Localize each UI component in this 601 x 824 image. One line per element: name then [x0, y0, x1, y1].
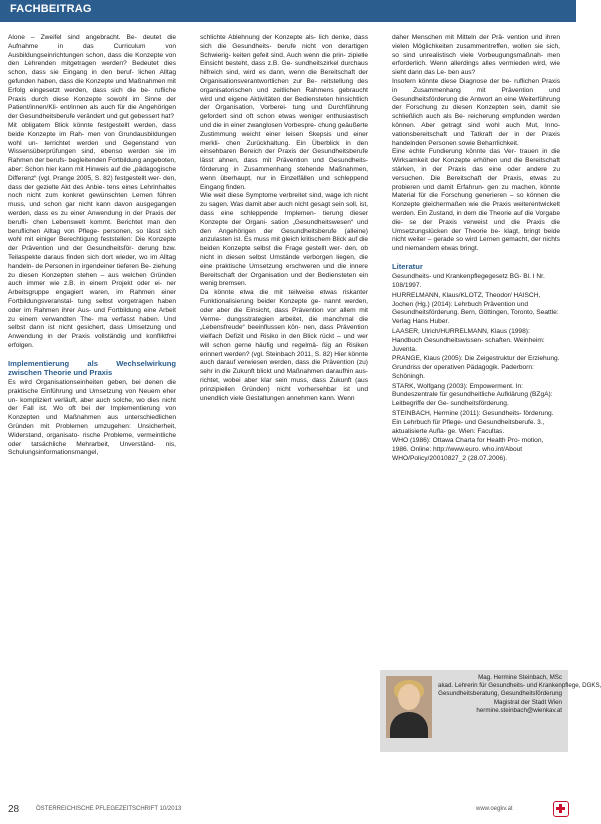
literature-item: PRANGE, Klaus (2005): Die Zeigestruktur der Erziehung. Grundriss der operativen Pädagogik. Paderborn: Schöningh.	[392, 355, 560, 380]
text-column-2	[200, 34, 368, 806]
literature-heading: Literatur	[392, 261, 423, 271]
literature-item: Gesundheits- und Krankenpflegegesetz BG- Bl. I Nr. 108/1997.	[392, 273, 545, 289]
journal-name: ÖSTERREICHISCHE PFLEGEZEITSCHRIFT 10/2013	[36, 806, 182, 812]
paragraph: Eine echte Fundierung könnte das Ver- trauen in die Wirksamkeit der Konzepte erhöhen und die Bereitschaft stärken, in der Praxis das eine oder andere zu versuchen. Die Bereitschaft der Praxis, etwas zu probieren und damit Erfahrun- gen zu machen, könnte Material für die Forschung generieren – so können die Konzepte gleichermaßen wie die Praxis weiterentwickelt werden. Ein Zustand, in dem die Theorie auf die Vorgabe die- se der Praxis verweist und die Praxis die Umsetzungslücken der Theorie be- klagt, bringt beide nicht weiter – gerade so wird Lernen gemacht, der nichts und niemandem etwas bringt.	[392, 148, 560, 253]
section-header-bar	[0, 0, 576, 22]
paragraph: Wie weit diese Symptome verbreitet sind, wage ich nicht zu sagen. Was damit aber auch nicht gesagt sein soll, ist, dass eine schleppende Implemen- tierung dieser Konzepte der Organi- sation „Gesundheitswesen“ und den Angehörigen der Gesundheitsberufe (alleine) anzulasten ist. Es muss mit gleich kritischem Blick auf die beiden Konzepte selbst die Frage gestellt wer- den, ob nicht in diesen selbst Umstände verborgen liegen, die eine praktische Umsetzung erschweren und die innere Bereitschaft der Organisation und der Bediensteten ein wenig bremsen.	[200, 192, 368, 288]
paragraph: Es wird Organisationseinheiten geben, bei denen die praktische Einführung und Umsetzung von Neuem eher un- kompliziert verläuft, aber auch solche, wo dies nicht der Fall ist. Wo oft bei der Implementierung von Konzepten und Maßnahmen aus unterschiedlichen Gründen mit Problemen umzugehen: Unsicherheit, Widerstand, organisato- rische Probleme, vermeintliche oder tatsächliche Mehrarbeit, Unverständ- nis, Schulungsinformationsmangel,	[8, 379, 176, 457]
section-label: FACHBEITRAG	[10, 3, 92, 15]
paragraph: Mit obligatem Blick könnte festgestellt werden, dass beide Konzepte im Rah- men von Grundausbildungen wohl un- terrichtet werden und Gegenstand von Wissensüberprüfungen sind, ebenso werden sie im Rahmen der berufs- begleitenden Fortbildung angeboten, aber: Schon hier kann mit Hinweis auf die „pädagogische Differenz“ (vgl. Prange 2005, S. 82) festgestellt wer- den, dass der gezielte Akt des Anbie- tens eines Lehrinhaltes noch nicht zum konkret gewünschten Lernen führen muss, und schon gar nicht kann davon ausgegangen werden, dass es zu einer Anwendung in der Praxis der berufli- chen Lebenswelt kommt. Berichtet man den beruflichen Alltag von Pflege- personen, so lässt sich wohl mit einiger Berechtigung feststellen: Die Konzepte der Prävention und der Gesundheitsför- derung bzw. Teilaspekte daraus finden sich dort wieder, wo im Alltag handeln- de Personen in irgendeiner tieferen Be- ziehung zu diesen Konzepten stehen – aus welchen Gründen auch immer wie z.B. in einem Projekt oder ei- ner Arbeitsgruppe engagiert waren, im Rahmen einer Fortbildungsveranstal- tung selbst vorgetragen haben oder im Rahmen ihrer Aus- und Fortbildung eine Arbeit zu einem verwandten The- ma verfasst haben. Und selbst dann ist nicht gesichert, dass Umsetzung und Anwendung in der Praxis vollständig und konfliktfrei erfolgen.	[8, 121, 176, 349]
website-link[interactable]: www.oegkv.at	[476, 806, 513, 812]
author-photo	[386, 676, 432, 738]
literature-item: WHO (1986): Ottawa Charta for Health Pro- motion, 1986. Online: http://www.euro. who.int/About WHO/Policy/20010827_2 (28.07.2006).	[392, 437, 544, 463]
page-footer	[0, 796, 576, 824]
page-number: 28	[8, 804, 20, 815]
author-role: Gesundheitsberatung, Gesundheitsförderung	[438, 690, 562, 698]
text-column-1	[8, 34, 176, 806]
paragraph: schlichte Ablehnung der Konzepte als- lich denke, dass sich die Gesundheits- berufe nicht von derartigen Schwierig- keiten gefeit sind. Auch wenn die prin- zipielle Einsicht besteht, dass z.B. Ge- sundheitszirkel durchaus hilfreich sind, wird es dann, wenn die Bereitschaft der Organisationsverantwortlichen zur Be- reitstellung des organisatorischen und zeitlichen Rahmens gebraucht wird und eigene Aktivitäten der Bediensteten hinsichtlich der Organisation, Vorberei- tung und Durchführung gefordert sind oft schon etwas weniger enthusiastisch und die in einer zwanglosen Vorbespre- chung geäußerte Zustimmung weicht einer leisen Skepsis und einer merkli- chen Zurückhaltung. Ein Überblick in den einsehbaren Bereich der Praxis der Gesundheitsberufe lässt ahnen, dass mit Prävention und Gesundheits- förderung in Zusammenhang stehende Maßnahmen, wenn überhaupt, nur in Einzelfällen und schleppend Eingang finden.	[200, 34, 368, 191]
paragraph: Alone – Zweifel sind angebracht. Be- deutet die Aufnahme in das Curriculum von Ausbildungseinrichtungen schon, dass die Konzepte von den Lehrenden mitgetragen werden? Bedeutet dies schon, dass sie Eingang in den beruf- lichen Alltag gefunden haben, dass die Konzepte und Maßnahmen mit Erfolg eingesetzt werden, dass sich die be- rufliche Praxis durch diese Konzepte sowohl im Sinne der Patient/innen/Kli- ent/innen als auch für die Angehörigen der Gesundheitsberufe verändert und gut gebessert hat?	[8, 34, 176, 121]
author-info	[438, 674, 601, 715]
author-title: akad. Lehrerin für Gesundheits- und Krankenpflege, DGKS,	[438, 682, 601, 690]
literature-item: STARK, Wolfgang (2003): Empowerment. In: Bundeszentrale für gesundheitliche Aufklärung (BZgA): Leitbegriffe der Ge- sundheitsförderung.	[392, 382, 553, 408]
literature-item: HURRELMANN, Klaus/KLOTZ, Theodor/ HAISCH, Jochen (Hg.) (2014): Lehrbuch Prävention und Gesundheitsförderung. Bern, Göttingen, Toronto, Seattle: Verlag Hans Huber.	[392, 291, 559, 326]
paragraph: Insofern könnte diese Diagnose der be- ruflichen Praxis in Zusammenhang mit Prävention und Gesundheitsförderung die Antwort an eine Weiterführung der Forschung zu diesen Konzepten sein, damit sie schließlich auch als Be- reicherung empfunden werden können. Aber getragt sind wohl auch Mut, Inno- vationsbereitschaft und Tatkraft der in der Praxis handelnden Personen sowie Beharrlichkeit.	[392, 77, 560, 147]
cross-logo-icon	[553, 801, 569, 817]
author-box	[380, 670, 601, 752]
literature-item: STEINBACH, Hermine (2011): Gesundheits- förderung. Ein Lehrbuch für Pflege- und Gesundheitsberufe. 3., aktualisierte Aufla- ge. Wien: Facultas.	[392, 410, 554, 435]
section-heading: Implementierung als Wechselwirkung zwischen Theorie und Praxis	[8, 358, 176, 377]
author-email[interactable]: hermine.steinbach@wienkav.at	[476, 706, 562, 714]
author-name: Mag. Hermine Steinbach, MSc	[478, 674, 562, 681]
author-employer: Magistrat der Stadt Wien	[493, 698, 562, 706]
paragraph: Da könnte etwa die mit teilweise etwas riskanter Funktionalisierung beider Konzepte ge- nannt werden, oder aber die Einsicht, dass Prävention vor allem mit Verme- dungsstrategien arbeitet, die manchmal die „Lebensfreude“ beeinflussen kön- nen, dass Prävention vielfach Defizit und Risiko in den Blick rückt – und wer will schon gerne häufig und regelmä- ßig an Risiken erinnert werden? (vgl. Steinbach 2011, S. 82) Hier könnte auch darauf verwiesen werden, dass die Prävention (zu) sehr in die Zukunft blickt und Maßnahmen daraufhin aus- richtet, wobei aber klar sein muss, dass Zukunft (aus prinzipiellen Gründen) nicht vorhersehbar ist und unendlich viele Gestaltungen annehmen kann. Wenn	[200, 289, 368, 402]
literature-item: LAASER, Ulrich/HURRELMANN, Klaus (1998): Handbuch Gesundheitswissen- schaften. Weinheim: Juventa.	[392, 327, 545, 353]
paragraph: daher Menschen mit Mitteln der Prä- vention und ihren vielen Möglichkeiten zusammentreffen, wollen sie sich, so sind unrealistisch viele Vorbeugungsmaßnah- men erforderlich. Wenn allerdings alles vermieden wird, wie sieht dann das Le- ben aus?	[392, 34, 560, 77]
